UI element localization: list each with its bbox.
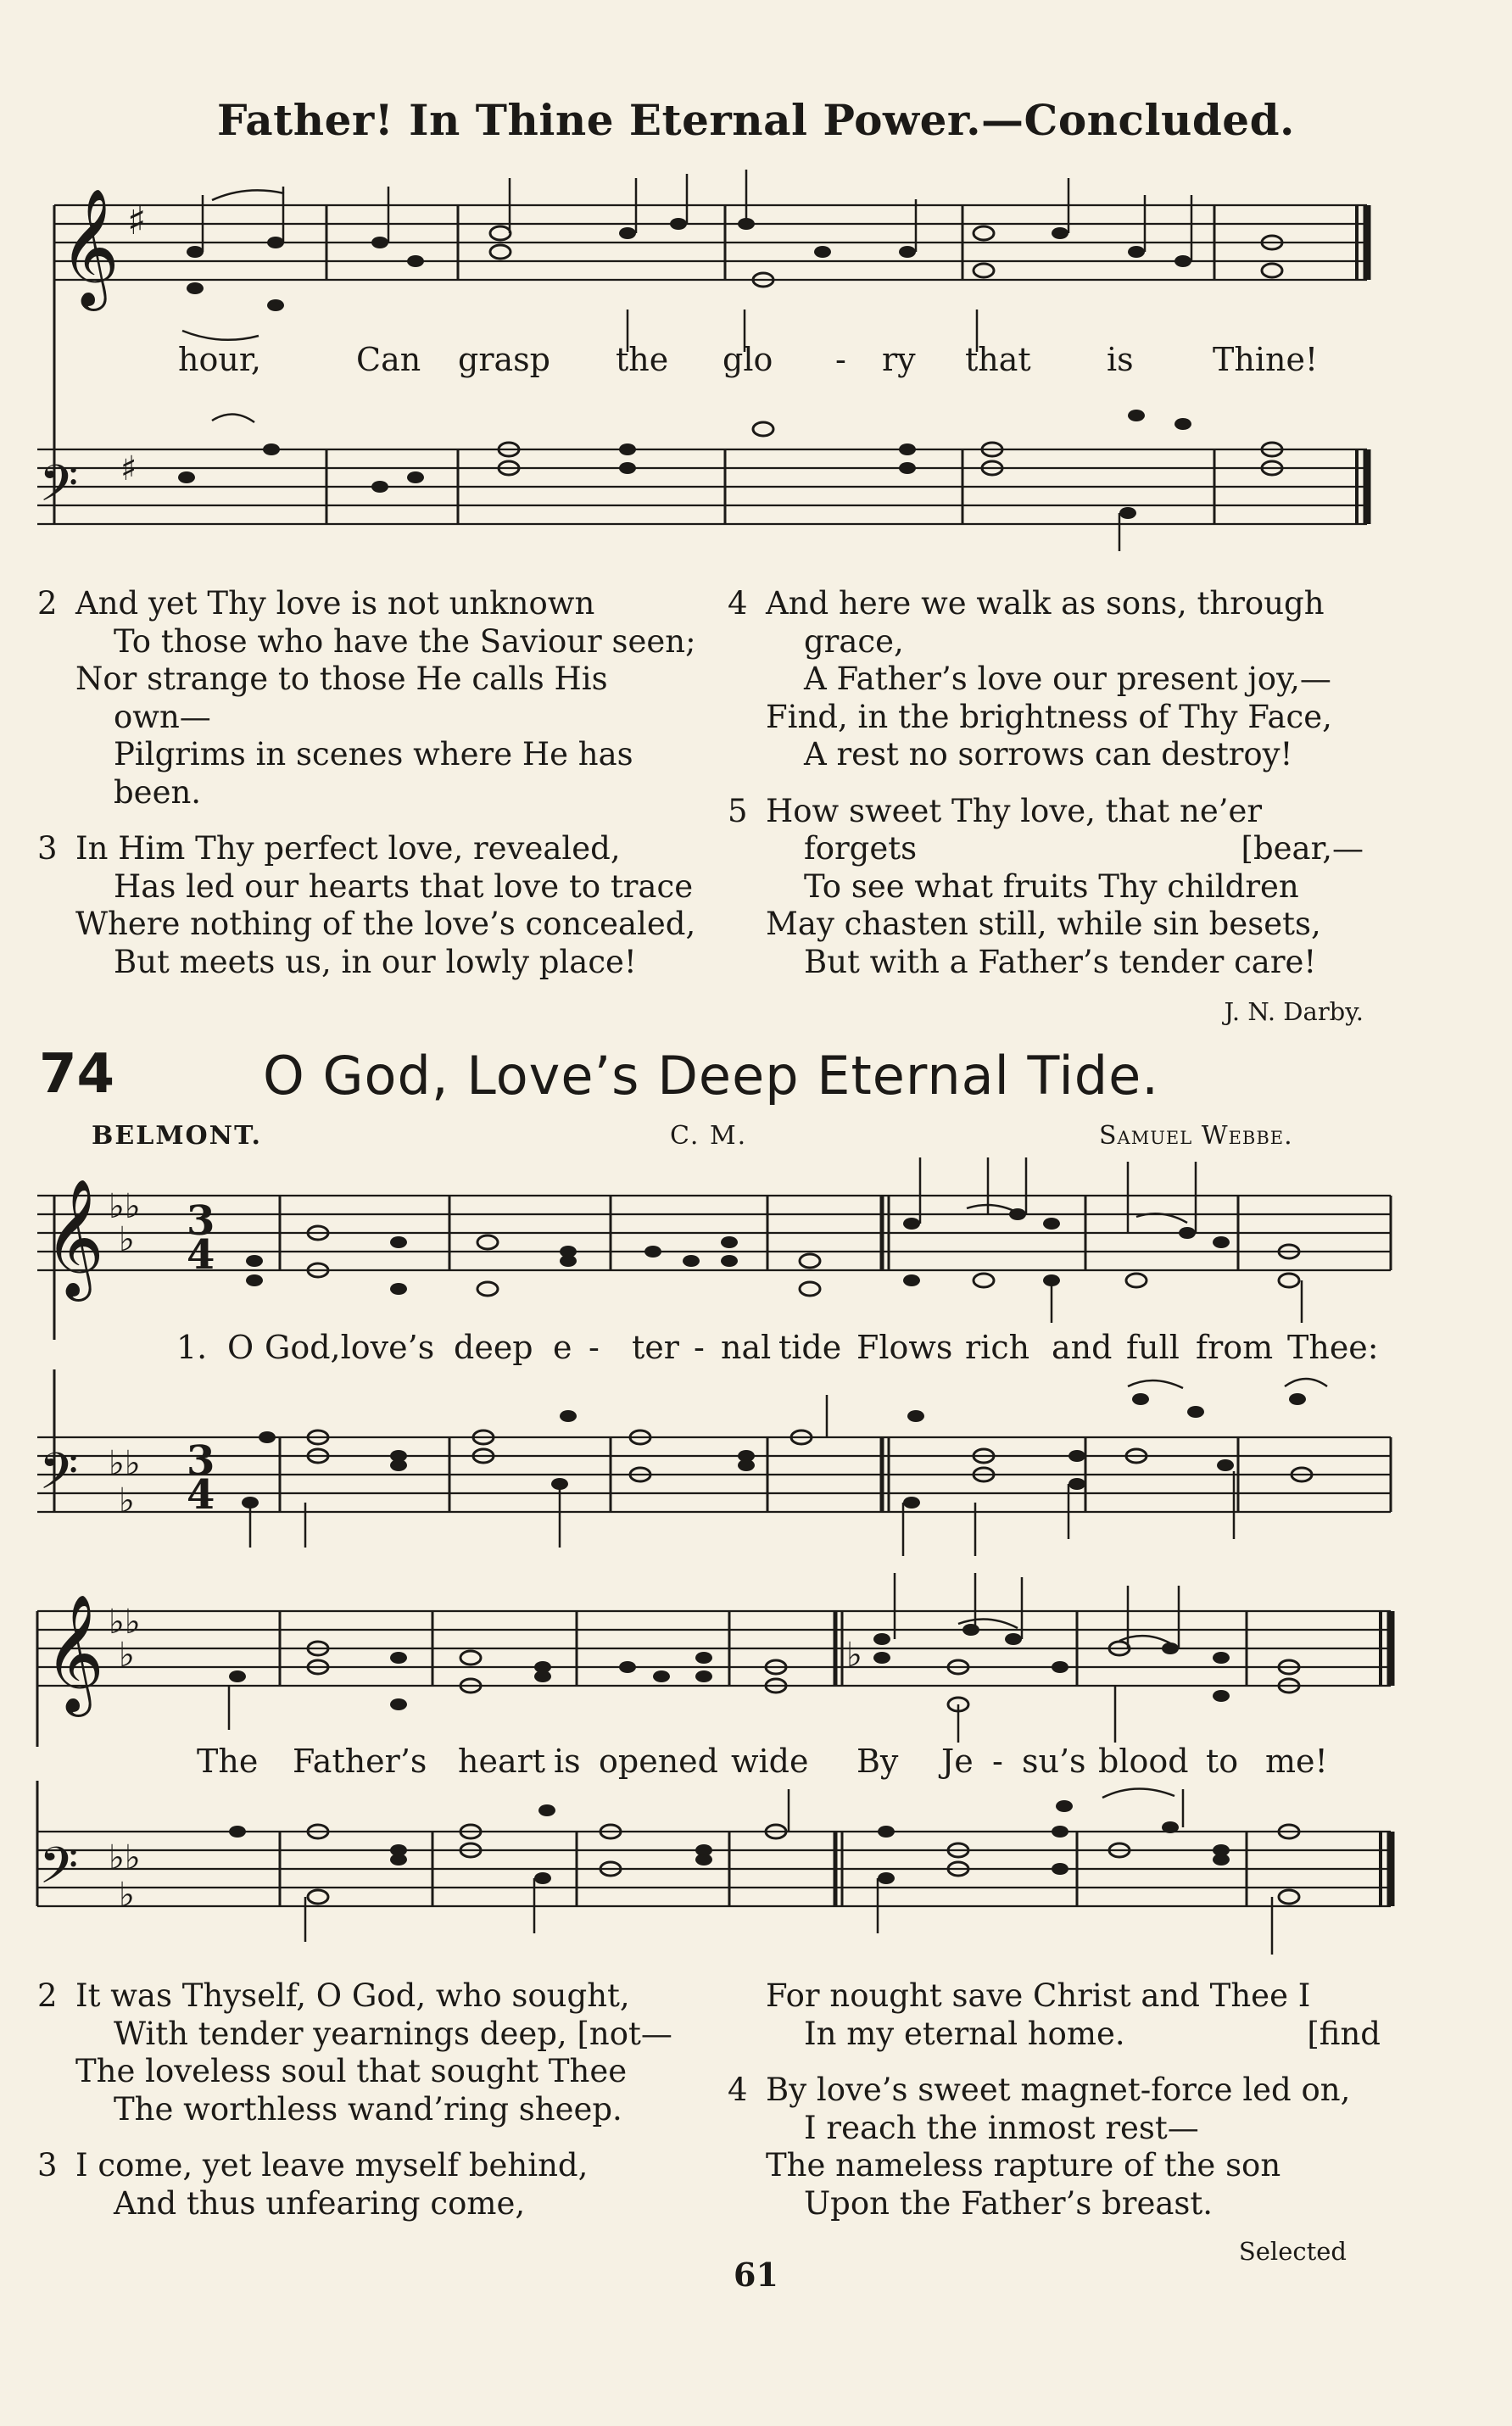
lyric-word: heart [458,1743,546,1780]
svg-text:𝄞: 𝄞 [44,1179,104,1297]
verse: 2 It was Thyself, O God, who sought, With tender yearnings deep, [not— The loveless soul that sought Thee The worthless wand’ring sheep. [37,1977,672,2128]
verse: 3 I come, yet leave myself behind, And thus unfearing come, [37,2147,589,2222]
meter: C. M. [670,1121,748,1151]
lyric-word: By [856,1743,899,1780]
lyric-word: from [1196,1329,1274,1366]
lyric-word: tide [778,1329,842,1366]
lyric-word: opened [599,1743,718,1780]
svg-text:♭: ♭ [119,1220,135,1259]
svg-text:♯: ♯ [127,198,147,243]
lyric-word: - [992,1743,1003,1780]
svg-text:𝄢: 𝄢 [39,454,79,525]
lyric-word: 1. [176,1329,208,1366]
lyric-word: God,love’s [265,1329,435,1366]
hymn-title: O God, Love’s Deep Eternal Tide. [263,1045,1159,1107]
continued-hymn-verses-right [728,585,1406,1031]
lyric-word: glo [723,341,773,378]
page-number: 61 [734,2256,778,2294]
author-credit: J. N. Darby. [1224,997,1364,1026]
hymn-verses-right [728,1977,1406,2271]
svg-text:♭: ♭ [846,1636,862,1675]
verse: 5 How sweet Thy love, that ne’er forgets [bear,— To see what fruits Thy children May chasten still, while sin besets, But with a Father’s tender care! [728,792,1364,980]
continued-hymn-title: Father! In Thine Eternal Power.—Concluded. [217,95,1295,145]
svg-text:♭♭: ♭♭ [109,1603,141,1642]
lyric-word: blood [1098,1743,1189,1780]
svg-text:♭♭: ♭♭ [109,1187,141,1226]
lyric-word: deep [454,1329,533,1366]
lyric-word: grasp [458,341,550,378]
lyric-word: full [1126,1329,1180,1366]
lyric-word: - [589,1329,600,1366]
lyric-word: and [1052,1329,1113,1366]
lyric-word: su’s [1022,1743,1086,1780]
hymn-lyrics-line-2 [0,1743,1512,1783]
lyric-word: Je [941,1743,974,1780]
music-staff-bass-3 [0,1781,1512,1967]
svg-text:♭: ♭ [119,1481,135,1520]
svg-text:𝄞: 𝄞 [59,188,120,306]
lyric-word: Father’s [293,1743,427,1780]
lyric-word: is [554,1743,581,1780]
continued-hymn-verses-left [37,585,703,1000]
svg-text:♯: ♯ [120,449,137,488]
svg-text:♭: ♭ [119,1876,135,1915]
verse: 4 And here we walk as sons, through grace, A Father’s love our present joy,— Find, in the brightness of Thy Face, A rest no sorrows can destroy! [728,585,1332,772]
lyric-word: - [835,341,846,378]
author-credit: Selected [1238,2237,1347,2266]
hymn-number: 74 [39,1043,115,1106]
continued-hymn-lyrics [0,341,1512,382]
lyric-word: hour, [178,341,261,378]
svg-text:♭♭: ♭♭ [109,1444,141,1483]
verse: 2 And yet Thy love is not unknown To those who have the Saviour seen; Nor strange to those He calls His own— Pilgrims in scenes where He has been. [37,585,696,811]
lyric-word: the [616,341,669,378]
time-signature-top: 3 [187,1437,215,1485]
hymn-lyrics-line-1 [0,1329,1512,1369]
lyric-word: Thine! [1213,341,1319,378]
lyric-word: ter [632,1329,679,1366]
music-staff-bass-2 [0,1369,1512,1564]
lyric-word: is [1107,341,1134,378]
lyric-word: The [197,1743,259,1780]
lyric-word: Flows [856,1329,953,1366]
lyric-word: e [553,1329,572,1366]
verse: 3 In Him Thy perfect love, revealed, Has led our hearts that love to trace Where nothing of the love’s concealed, But meets us, in our lowly place! [37,830,696,980]
svg-text:𝄢: 𝄢 [39,1836,79,1907]
time-signature-bottom: 4 [187,1231,215,1279]
lyric-word: ry [882,341,916,378]
lyric-word: nal [721,1329,772,1366]
lyric-word: O [227,1329,254,1366]
verse: 4 By love’s sweet magnet-force led on, I reach the inmost rest— The nameless rapture of the son Upon the Father’s breast. [728,2072,1351,2222]
svg-text:𝄞: 𝄞 [44,1594,104,1712]
time-signature-bottom: 4 [187,1471,215,1519]
time-signature-top: 3 [187,1197,215,1245]
tune-name: BELMONT. [92,1121,262,1151]
verse: For nought save Christ and Thee I In my eternal home. [find [766,1977,1381,2052]
svg-text:♭: ♭ [119,1636,135,1675]
lyric-word: Can [356,341,421,378]
svg-text:𝄢: 𝄢 [39,1442,79,1513]
lyric-word: - [694,1329,705,1366]
lyric-word: wide [731,1743,809,1780]
lyric-word: rich [965,1329,1030,1366]
music-staff-treble-2 [0,1153,1512,1340]
composer: Samuel Webbe. [1099,1121,1293,1151]
lyric-word: to [1206,1743,1239,1780]
lyric-word: me! [1265,1743,1328,1780]
svg-text:♭♭: ♭♭ [109,1838,141,1877]
lyric-word: that [965,341,1031,378]
music-staff-bass-1 [0,382,1512,551]
music-staff-treble-3 [0,1560,1512,1747]
hymn-verses-left [37,1977,716,2241]
lyric-word: Thee: [1287,1329,1379,1366]
